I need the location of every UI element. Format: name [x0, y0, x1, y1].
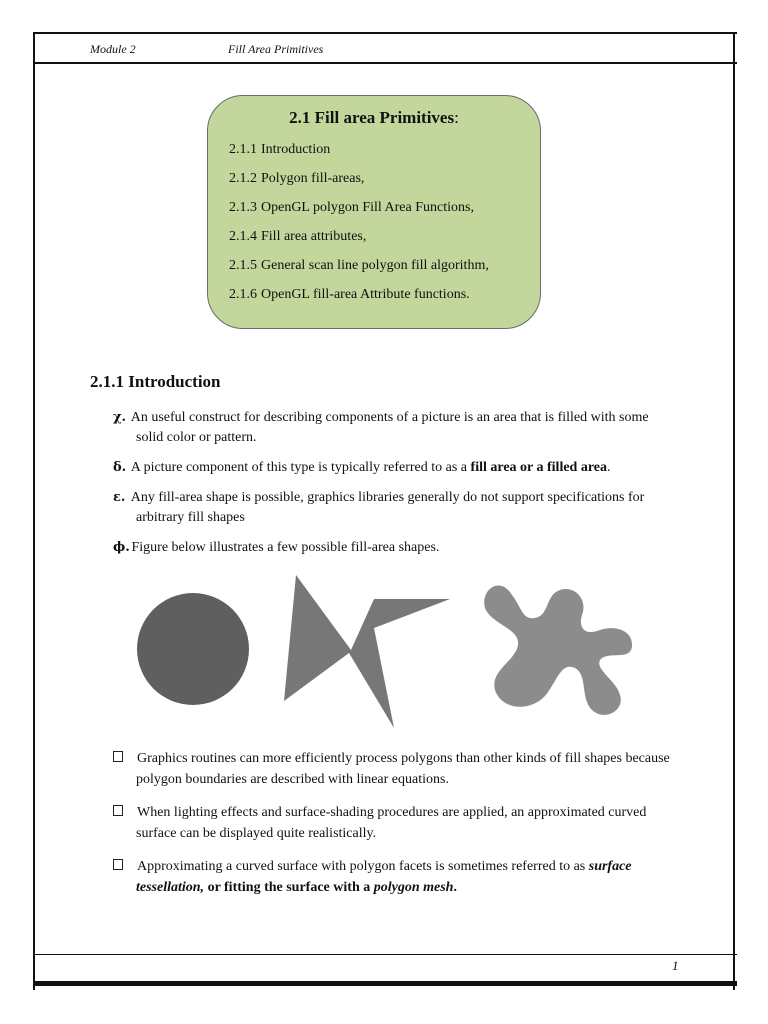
toc-item-label: OpenGL fill-area Attribute functions. — [261, 287, 470, 302]
top-rule — [33, 32, 737, 34]
intro-bullet — [113, 408, 673, 448]
section-heading: 2.1.1 Introduction — [90, 372, 221, 391]
filled-star-polygon-shape — [284, 575, 450, 728]
toc-item — [229, 256, 489, 285]
bullet-bold-term: fill area or a filled area — [470, 460, 608, 475]
intro-bullet-list — [113, 408, 673, 568]
footer-rule — [33, 954, 737, 955]
notes-bullet-list — [113, 748, 673, 910]
toc-title-text: 2.1 Fill area Primitives — [289, 108, 455, 127]
toc-item-label: OpenGL polygon Fill Area Functions, — [261, 200, 474, 215]
note-bullet — [113, 856, 673, 898]
checkbox-bullet-icon — [113, 805, 123, 816]
toc-item-number: 2.1.3 — [229, 200, 257, 215]
toc-item — [229, 198, 489, 227]
toc-list — [229, 140, 489, 314]
note-text: When lighting effects and surface-shading procedures are applied, an approximated curved surface can be displayed quite realistically. — [136, 805, 647, 841]
header-rule — [33, 62, 737, 64]
running-head-module: Module 2 — [90, 42, 136, 56]
filled-blob-shape — [484, 585, 632, 714]
toc-item-number: 2.1.4 — [229, 229, 257, 244]
toc-item-number: 2.1.6 — [229, 287, 257, 302]
toc-item-number: 2.1.1 — [229, 142, 257, 157]
fill-area-shapes-figure — [130, 570, 640, 735]
toc-item-label: General scan line polygon fill algorithm, — [261, 258, 489, 273]
bullet-text: Any fill-area shape is possible, graphics libraries generally do not support specifications for arbitrary fill shapes — [130, 490, 645, 525]
intro-bullet — [113, 488, 673, 528]
bullet-symbol: ε. — [113, 490, 126, 505]
toc-item — [229, 140, 489, 169]
toc-item — [229, 169, 489, 198]
running-head-title: Fill Area Primitives — [228, 42, 324, 56]
note-bullet — [113, 802, 673, 844]
toc-item — [229, 285, 489, 314]
toc-item-number: 2.1.5 — [229, 258, 257, 273]
bullet-symbol: ϕ. — [113, 540, 130, 555]
toc-item-label: Introduction — [261, 142, 331, 157]
term-polygon-mesh: polygon mesh — [373, 880, 454, 895]
toc-item-label: Fill area attributes, — [261, 229, 367, 244]
note-text: Approximating a curved surface with polygon facets is sometimes referred to as — [137, 859, 589, 874]
bottom-rule — [33, 981, 737, 986]
toc-title — [208, 108, 540, 128]
intro-bullet — [113, 458, 673, 478]
bullet-symbol: χ. — [113, 410, 127, 425]
toc-title-colon: : — [454, 108, 459, 127]
page-number: 1 — [672, 958, 679, 973]
toc-item — [229, 227, 489, 256]
toc-box — [207, 95, 541, 329]
term-surface-tessellation: surface tessellation, — [136, 859, 632, 895]
bullet-text-end: . — [607, 460, 611, 475]
intro-bullet — [113, 538, 673, 558]
checkbox-bullet-icon — [113, 751, 123, 762]
note-text: Graphics routines can more efficiently process polygons than other kinds of fill shapes because polygon boundaries are described with linear equations. — [136, 751, 670, 787]
bullet-text: Figure below illustrates a few possible fill-area shapes. — [131, 540, 440, 555]
bullet-text: An useful construct for describing components of a picture is an area that is filled with some solid color or pattern. — [130, 410, 649, 445]
note-bullet — [113, 748, 673, 790]
checkbox-bullet-icon — [113, 859, 123, 870]
toc-item-label: Polygon fill-areas, — [261, 171, 365, 186]
note-bold-end: . — [453, 880, 457, 895]
filled-circle-shape — [137, 593, 249, 705]
bullet-symbol: δ. — [113, 460, 127, 475]
toc-item-number: 2.1.2 — [229, 171, 257, 186]
bullet-text: A picture component of this type is typically referred to as a — [130, 460, 471, 475]
note-bold-text: or fitting the surface with a — [204, 880, 374, 895]
